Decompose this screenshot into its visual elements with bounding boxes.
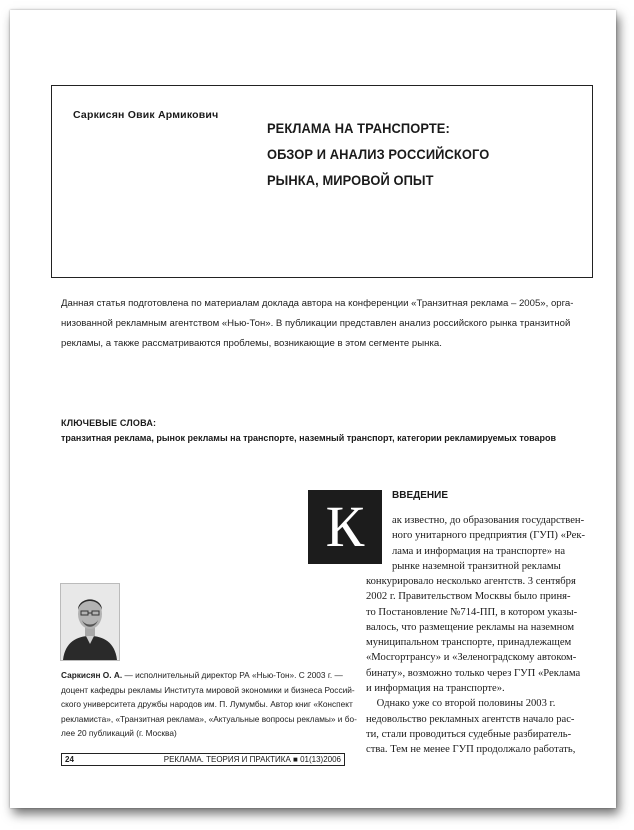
body-line: конкурировало несколько агентств. 3 сентября <box>366 576 576 587</box>
body-text-indented <box>392 513 585 574</box>
bio-lead: Саркисян О. А. <box>61 670 123 680</box>
body-line: ства. Тем не менее ГУП продолжало работать, <box>366 744 576 756</box>
body-line: бинату», возможно только через ГУП «Реклама <box>366 667 581 679</box>
body-line: ти, стали проводиться судебные разбиратель- <box>366 728 572 740</box>
page-footer <box>61 753 345 766</box>
body-line: недовольство рекламных агентств начало рас- <box>366 713 575 725</box>
body-line: ак известно, до образования государствен- <box>392 515 585 526</box>
bio-line <box>61 668 351 683</box>
section-heading: ВВЕДЕНИЕ <box>392 490 448 501</box>
journal-name: РЕКЛАМА. ТЕОРИЯ И ПРАКТИКА ■ 01(13)2006 <box>163 755 341 764</box>
keywords-text: транзитная реклама, рынок рекламы на транспорте, наземный транспорт, категории рекламируемых товаров <box>61 433 557 443</box>
bio-line-1: — исполнительный директор РА «Нью-Тон». С 2003 г. — <box>122 670 343 680</box>
body-line: муниципальном транспорте, принадлежащем <box>366 637 572 649</box>
body-line: и информация на транспорте». <box>366 683 505 695</box>
bio-line: рекламиста», «Транзитная реклама», «Актуальные вопросы рекламы» и бо- <box>61 713 357 724</box>
title-line-2: ОБЗОР И АНАЛИЗ РОССИЙСКОГО <box>267 146 490 162</box>
abstract <box>61 294 597 354</box>
title-line-1: РЕКЛАМА НА ТРАНСПОРТЕ: <box>267 120 450 136</box>
keywords-heading: КЛЮЧЕВЫЕ СЛОВА: <box>61 418 157 428</box>
abstract-line: низованной рекламным агентством «Нью-Тон». В публикации представлен анализ российского рынка транзитной <box>61 318 571 329</box>
title-line-3: РЫНКА, МИРОВОЙ ОПЫТ <box>267 172 434 188</box>
body-line: валось, что размещение рекламы на наземном <box>366 621 575 633</box>
body-line: рынке наземной транзитной рекламы <box>392 560 561 572</box>
author-bio <box>61 668 357 741</box>
article-title <box>267 115 515 193</box>
abstract-line: Данная статья подготовлена по материалам доклада автора на конференции «Транзитная реклама – 2005», орга- <box>61 298 574 309</box>
bio-line: доцент кафедры рекламы Института мировой экономики и бизнеса Россий- <box>61 684 355 695</box>
abstract-line: рекламы, а также рассматриваются проблемы, возникающие в этом сегменте рынка. <box>61 338 442 349</box>
journal-page <box>10 10 616 808</box>
body-line: лама и информация на транспорте» на <box>392 545 566 557</box>
author-photo <box>60 583 120 661</box>
bio-line: лее 20 публикаций (г. Москва) <box>61 728 177 738</box>
body-line: то Постановление №714-ПП, в котором указы- <box>366 606 578 618</box>
drop-cap: К <box>308 490 382 564</box>
body-line: Однако уже со второй половины 2003 г. <box>366 698 556 710</box>
body-line: ного унитарного предприятия (ГУП) «Рек- <box>392 530 586 542</box>
page-number: 24 <box>65 755 74 764</box>
author-name: Саркисян Овик Армикович <box>73 109 219 121</box>
body-text <box>366 574 580 758</box>
body-line: «Мосгортрансу» и «Зеленоградскому автоком- <box>366 652 577 664</box>
body-line: 2002 г. Правительством Москвы было приня- <box>366 591 571 603</box>
bio-line: ского университета дружбы народов им. П. Лумумбы. Автор книг «Конспект <box>61 699 353 709</box>
author-portrait-icon <box>61 584 119 660</box>
